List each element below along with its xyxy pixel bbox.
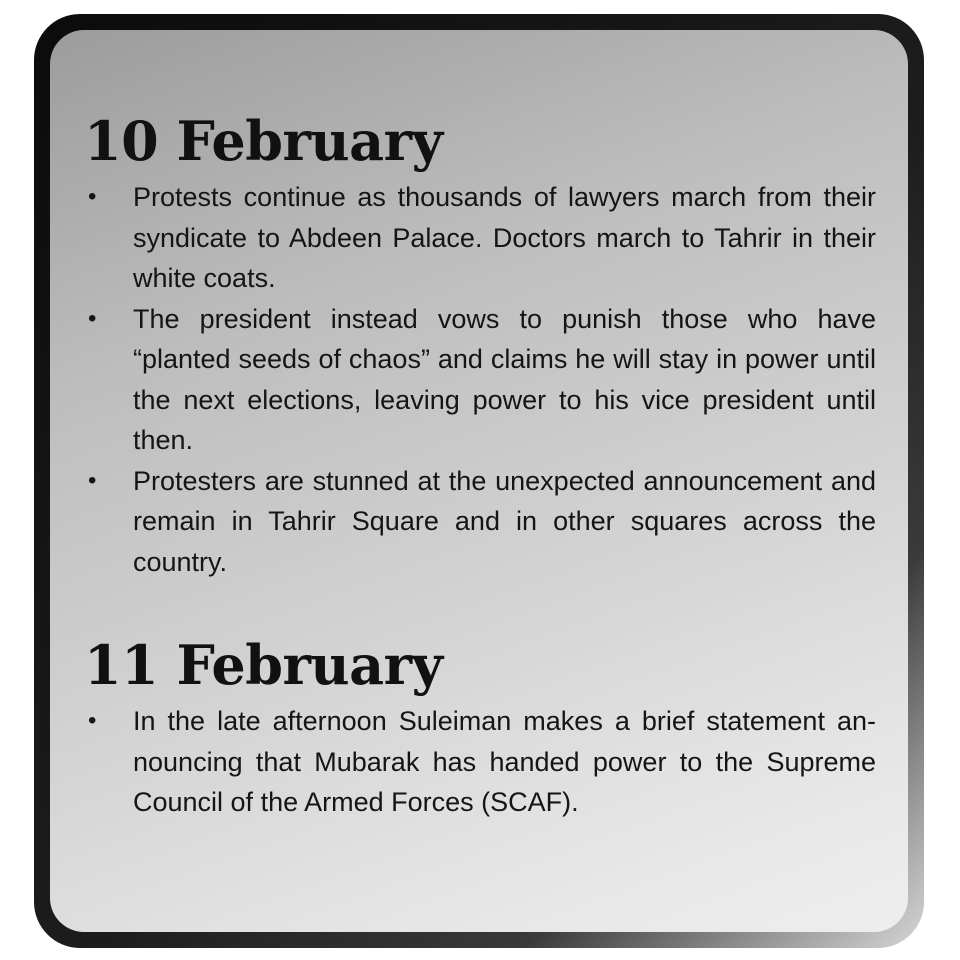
bullet-icon: • (88, 183, 97, 210)
section-heading: 10 February (84, 109, 443, 173)
section-10-february (84, 108, 884, 582)
bullet-list (84, 177, 884, 582)
section-heading: 11 February (84, 633, 443, 697)
list-item-text: Protesters are stunned at the unexpected announcement and remain in Tahrir Square and in other squares across the country. (133, 465, 876, 577)
list-item (84, 299, 876, 461)
list-item-text: The president instead vows to punish those who have “planted seeds of chaos” and claims he will stay in power until the next elections, leaving power to his vice president until then. (133, 303, 876, 455)
bullet-icon: • (88, 466, 97, 494)
section-11-february (84, 632, 884, 823)
list-item (84, 461, 876, 583)
list-item (84, 701, 876, 823)
bullet-list (84, 701, 884, 823)
list-item (84, 177, 876, 299)
bullet-icon: • (88, 707, 97, 734)
bullet-icon: • (88, 304, 97, 332)
list-item-text: Protests continue as thousands of lawyers march from their syndicate to Abdeen Palace. Doctors march to Tahrir in their white coats. (133, 182, 876, 293)
list-item-text: In the late afternoon Suleiman makes a brief statement an-nouncing that Mubarak has handed power to the Supreme Council of the Armed Forces (SCAF). (133, 706, 876, 817)
